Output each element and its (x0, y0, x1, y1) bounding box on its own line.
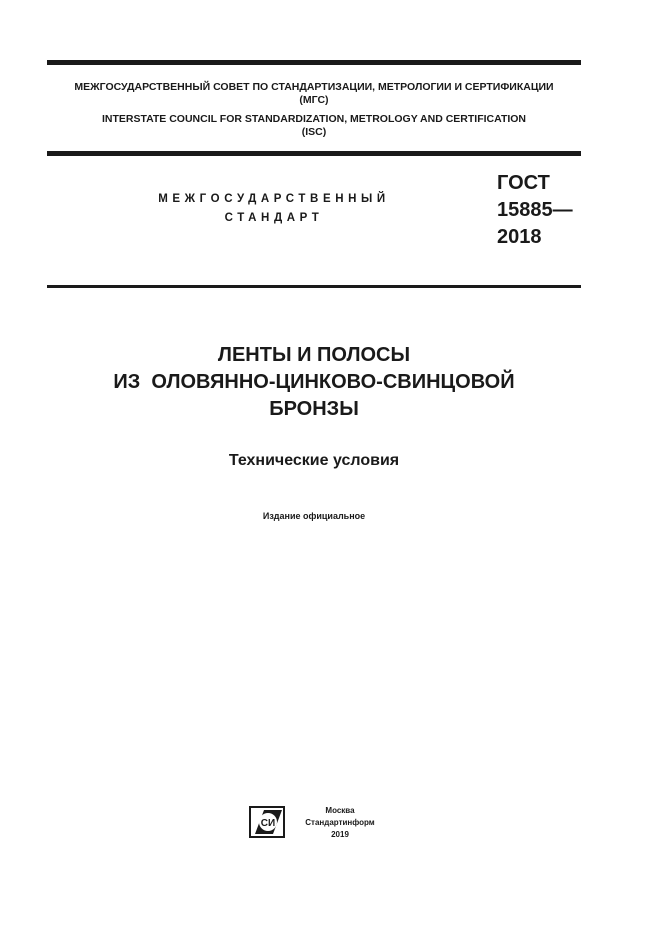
top-rule (47, 60, 581, 65)
council-name-en: INTERSTATE COUNCIL FOR STANDARDIZATION, METROLOGY AND CERTIFICATION (101, 113, 527, 125)
designation-prefix: ГОСТ (497, 172, 550, 194)
title-line1: ЛЕНТЫ И ПОЛОСЫ (217, 344, 411, 366)
standartinform-logo-icon (249, 806, 289, 838)
designation-number: 15885— (497, 199, 573, 221)
standard-type-line2: СТАНДАРТ (224, 212, 324, 224)
subtitle: Технические условия (228, 452, 400, 469)
council-abbr-ru: (МГС) (299, 94, 329, 106)
standard-type-line1: МЕЖГОСУДАРСТВЕННЫЙ (158, 193, 390, 205)
publisher-name: Стандартинформ (305, 818, 375, 827)
header-bottom-rule (47, 285, 581, 288)
designation-year: 2018 (497, 226, 542, 248)
publisher-imprint (294, 805, 386, 841)
edition-note: Издание официальное (262, 511, 366, 521)
title-line3: БРОНЗЫ (269, 398, 359, 420)
publisher-year: 2019 (331, 830, 349, 839)
title-line2: ИЗ ОЛОВЯННО-ЦИНКОВО-СВИНЦОВОЙ (113, 371, 515, 393)
council-abbr-en: (ISC) (301, 126, 327, 138)
logo-lettering: СИ (260, 818, 276, 829)
council-bottom-rule (47, 151, 581, 156)
council-name-ru: МЕЖГОСУДАРСТВЕННЫЙ СОВЕТ ПО СТАНДАРТИЗАЦИИ, МЕТРОЛОГИИ И СЕРТИФИКАЦИИ (74, 81, 554, 93)
publisher-city: Москва (325, 806, 355, 815)
